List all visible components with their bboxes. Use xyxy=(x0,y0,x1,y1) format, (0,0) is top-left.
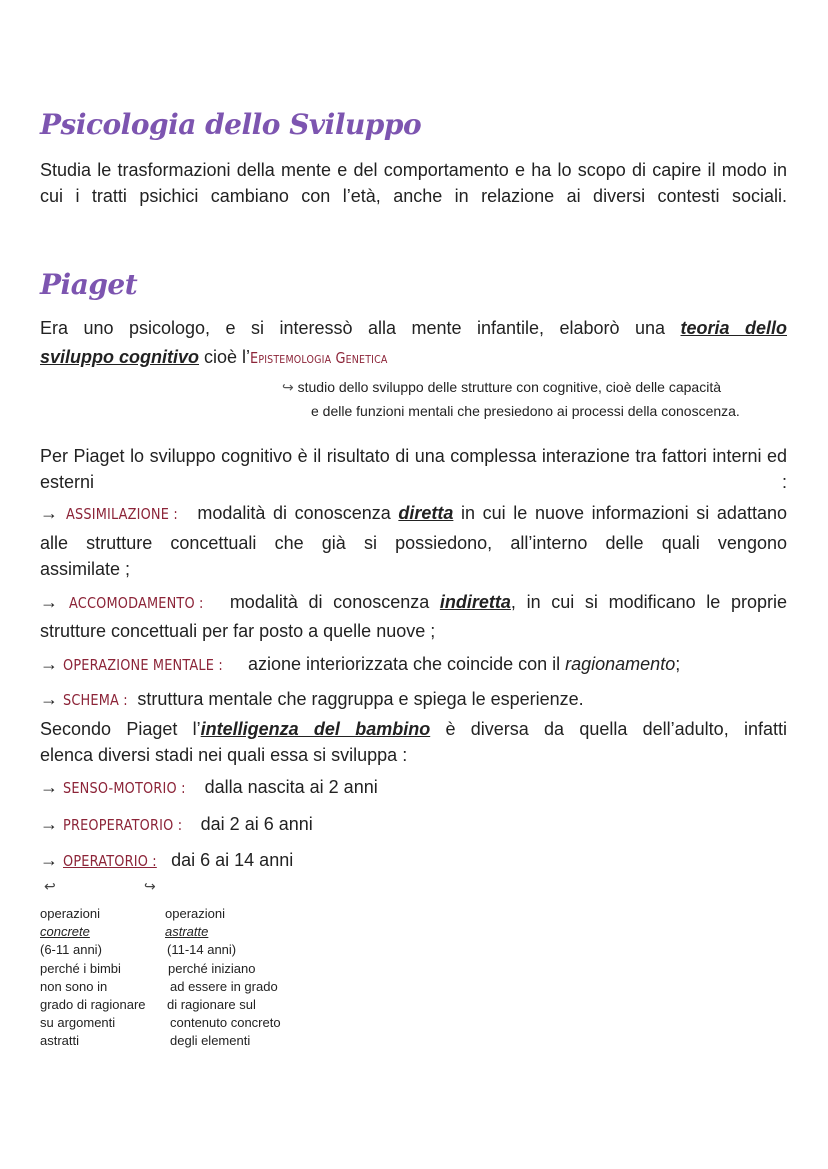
assim-text: modalità di conoscenza xyxy=(189,503,399,523)
intelligenza-line2: elenca diversi stadi nei quali essa si sviluppa : xyxy=(40,745,408,765)
note-line2: e delle funzioni mentali che presiedono ai processi della conoscenza. xyxy=(311,403,740,419)
operazione-term: OPERAZIONE MENTALE : xyxy=(63,656,223,674)
stage1-term: SENSO-MOTORIO : xyxy=(63,779,186,797)
op-key: ragionamento xyxy=(565,654,676,674)
arrow-icon: → xyxy=(40,777,58,797)
hook-right-icon: ↪ xyxy=(144,878,156,894)
stage3-term: OPERATORIO : xyxy=(63,852,157,870)
assimilazione-line1 xyxy=(40,500,787,527)
col-right-line: ad essere in grado xyxy=(170,978,278,994)
schema-term: SCHEMA : xyxy=(63,691,128,709)
intel-text-2: è diversa da quella dell’adulto, infatti xyxy=(430,719,787,739)
column-astratte xyxy=(165,905,281,1051)
col-left-key: concrete xyxy=(40,924,90,940)
stage-preoperatorio xyxy=(40,811,787,838)
note-text-1: studio dello sviluppo delle strutture con cognitive, cioè delle capacità xyxy=(297,379,721,395)
schema-line xyxy=(40,686,787,713)
stage-senso-motorio xyxy=(40,774,787,801)
schema-text: struttura mentale che raggruppa e spiega le esperienze. xyxy=(132,689,584,709)
stage3-text: dai 6 ai 14 anni xyxy=(166,850,294,870)
op-text-2: ; xyxy=(675,654,681,674)
accomodamento-term: ACCOMODAMENTO : xyxy=(68,594,204,612)
theory-key-a: teoria dello xyxy=(680,318,787,338)
col-right-line: perché iniziano xyxy=(168,960,256,976)
col-left-line: su argomenti xyxy=(40,1015,116,1031)
col-left-line: operazioni xyxy=(40,906,100,921)
col-left-line: grado di ragionare xyxy=(40,997,146,1013)
stage2-text: dai 2 ai 6 anni xyxy=(195,814,313,834)
accomodamento-line1 xyxy=(40,589,787,616)
assim-text-2: in cui le nuove informazioni si adattano xyxy=(453,503,787,523)
assim-key: diretta xyxy=(398,503,454,523)
theory-key-b: sviluppo cognitivo xyxy=(40,347,200,367)
piaget-intro-line2 xyxy=(40,344,787,371)
arrow-icon: → xyxy=(40,654,58,674)
intel-key: intelligenza del bambino xyxy=(200,719,431,739)
acc-text-2: , in cui si modificano le proprie xyxy=(510,592,787,612)
arrow-icon: → xyxy=(40,503,58,523)
note-line1 xyxy=(282,377,721,397)
intro-text-2: cioè l’ xyxy=(199,347,251,367)
hook-right-icon: ↪ xyxy=(282,379,294,395)
piaget-intro-line1 xyxy=(40,315,787,341)
col-left-line: non sono in xyxy=(40,978,108,994)
section-title-psicologia: Psicologia dello Sviluppo xyxy=(40,108,422,141)
stage2-term: PREOPERATORIO : xyxy=(63,816,183,834)
intelligenza-line1 xyxy=(40,716,787,742)
col-right-line: degli elementi xyxy=(170,1033,251,1049)
hook-left-icon: ↩ xyxy=(44,878,56,894)
stage1-text: dalla nascita ai 2 anni xyxy=(199,777,378,797)
piaget-para2: Per Piaget lo sviluppo cognitivo è il risultato di una complessa interazione tra fattori interni ed esterni : xyxy=(40,446,787,492)
acc-text: modalità di conoscenza xyxy=(219,592,440,612)
arrow-icon: → xyxy=(40,814,58,834)
epistemologia-term: Epistemologia Genetica xyxy=(250,349,388,367)
column-concrete xyxy=(40,905,146,1051)
col-left-line: astratti xyxy=(40,1033,80,1049)
section-intro-text: Studia le trasformazioni della mente e del comportamento e ha lo scopo di capire il modo in cui i tratti psichici cambiano con l’età, anche in relazione ai diversi contesti sociali. xyxy=(40,160,787,206)
col-right-line: operazioni xyxy=(165,906,225,921)
intel-text: Secondo Piaget l’ xyxy=(40,719,201,739)
arrow-icon: → xyxy=(40,850,58,870)
arrow-icon: → xyxy=(40,592,58,612)
stage-operatorio xyxy=(40,847,787,874)
col-left-line: perché i bimbi xyxy=(40,960,121,976)
assimilazione-line2: alle strutture concettuali che già si possiedono, all’interno delle quali vengono xyxy=(40,533,787,553)
col-right-line: di ragionare sul xyxy=(167,997,256,1013)
intro-text: Era uno psicologo, e si interessò alla mente infantile, elaborò una xyxy=(40,318,681,338)
acc-key: indiretta xyxy=(439,592,511,612)
col-left-line: (6-11 anni) xyxy=(40,942,102,958)
assimilazione-line3: assimilate ; xyxy=(40,559,131,579)
arrow-icon: → xyxy=(40,689,58,709)
col-right-line: contenuto concreto xyxy=(170,1015,281,1031)
assimilazione-term: ASSIMILAZIONE : xyxy=(65,505,178,523)
accomodamento-line2: strutture concettuali per far posto a quelle nuove ; xyxy=(40,621,436,641)
section-title-piaget: Piaget xyxy=(40,268,138,301)
operazione-line xyxy=(40,651,787,678)
op-text: azione interiorizzata che coincide con il xyxy=(242,654,566,674)
col-right-key: astratte xyxy=(165,924,209,940)
col-right-line: (11-14 anni) xyxy=(167,942,237,958)
